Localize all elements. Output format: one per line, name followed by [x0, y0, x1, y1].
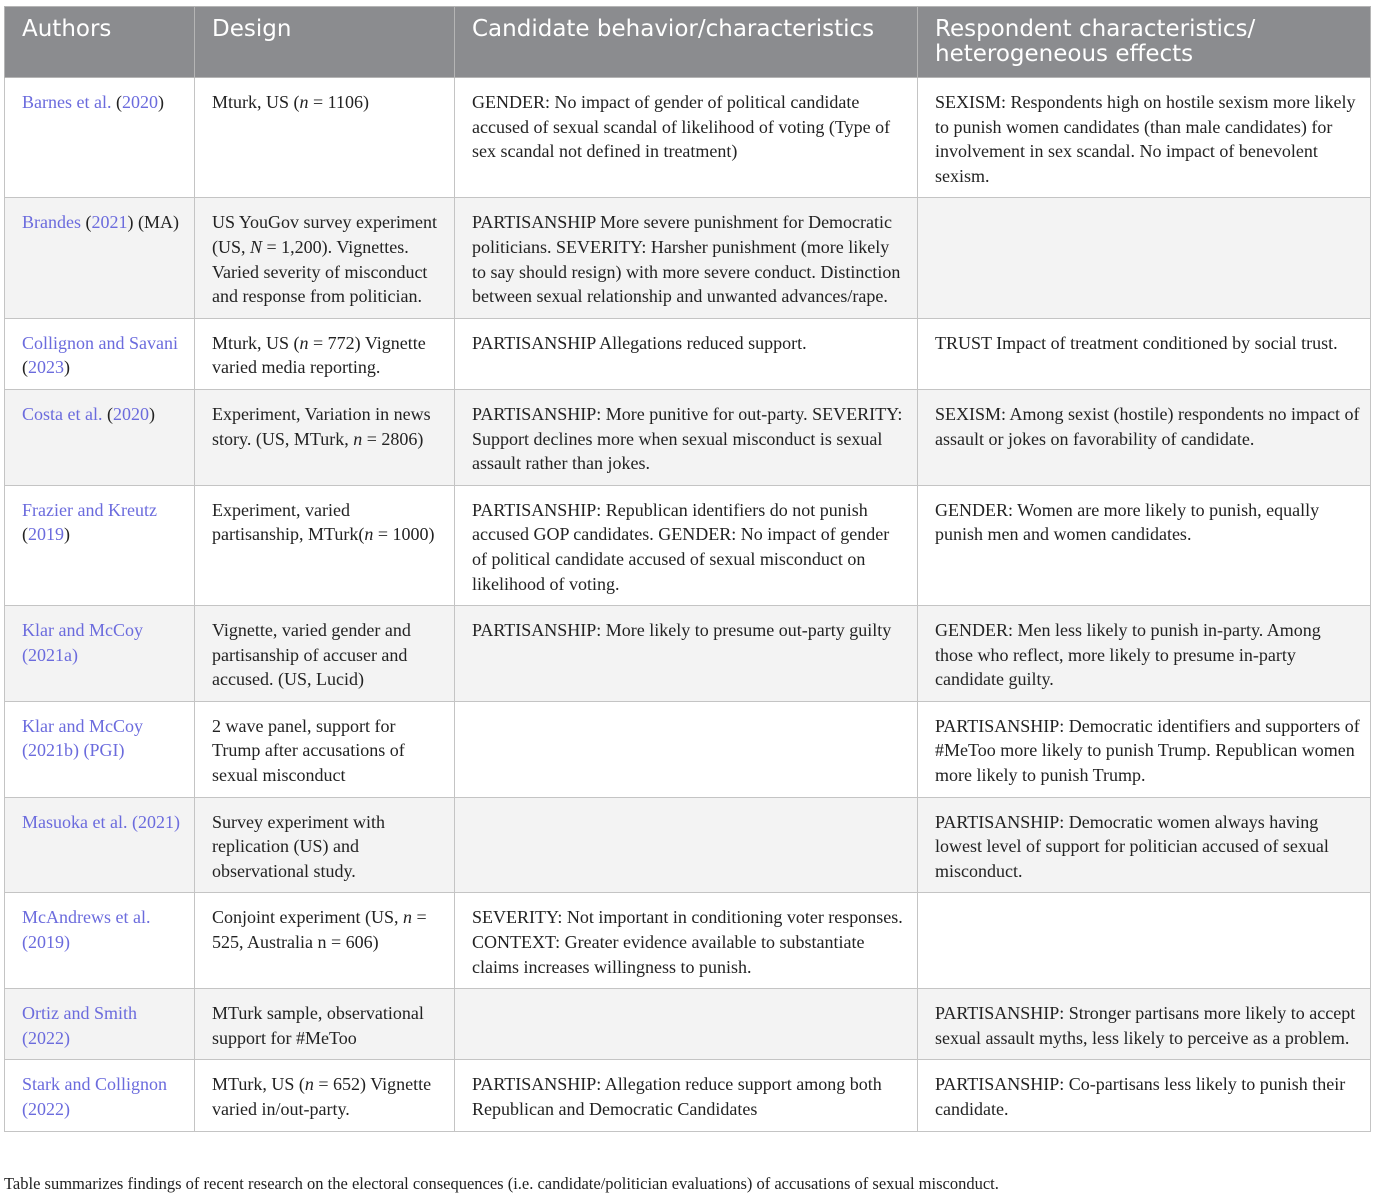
design-text: MTurk sample, observational support for #MeToo [212, 1003, 424, 1048]
design-cell [195, 485, 455, 605]
table-row [5, 893, 1371, 989]
author-paren: ( [102, 403, 113, 424]
table-row [5, 198, 1371, 318]
design-text: Mturk, US ( [212, 92, 300, 112]
author-suffix: ) [64, 524, 70, 545]
candidate-cell: PARTISANSHIP: More punitive for out-party. SEVERITY: Support declines more when sexual misconduct is sexual assault rather than jokes. [455, 389, 918, 485]
design-text: MTurk, US ( [212, 1074, 305, 1095]
author-paren: ( [22, 357, 28, 378]
design-cell [195, 797, 455, 893]
table-row [5, 485, 1371, 605]
design-text-end: = 525, Australia n = 606) [212, 907, 427, 953]
table-footnote: Table summarizes findings of recent research on the electoral consequences (i.e. candidate/politician evaluations) of accusations of sexual misconduct. [4, 1174, 999, 1193]
table-row [5, 989, 1371, 1060]
design-cell [195, 389, 455, 485]
author-suffix: ) (MA) [127, 212, 179, 233]
respondent-cell: GENDER: Men less likely to punish in-party. Among those who reflect, more likely to presume in-party candidate guilty. [918, 606, 1371, 702]
design-text-end: = 652) Vignette varied in/out-party. [212, 1074, 432, 1119]
author-year-link[interactable]: 2023 [28, 357, 64, 378]
table-row [5, 797, 1371, 893]
table-row [5, 701, 1371, 797]
author-link[interactable]: Barnes et al. [22, 92, 112, 112]
design-cell [195, 606, 455, 702]
design-text: US YouGov survey experiment (US, [212, 212, 437, 257]
table-row [5, 389, 1371, 485]
author-cell [5, 606, 195, 702]
respondent-cell: SEXISM: Respondents high on hostile sexism more likely to punish women candidates (than male candidates) for involvement in sex scandal. No impact of benevolent sexism. [918, 78, 1371, 198]
design-cell [195, 1060, 455, 1131]
design-cell [195, 198, 455, 318]
author-paren: ( [80, 212, 92, 233]
author-cell [5, 1060, 195, 1131]
author-link[interactable]: McAndrews et al. [22, 907, 151, 928]
respondent-cell: TRUST Impact of treatment conditioned by social trust. [918, 318, 1371, 389]
design-italic: n [299, 332, 309, 353]
author-link[interactable]: Masuoka et al. [22, 811, 128, 832]
candidate-cell: PARTISANSHIP: More likely to presume out-party guilty [455, 606, 918, 702]
candidate-cell: PARTISANSHIP Allegations reduced support. [455, 318, 918, 389]
author-cell [5, 318, 195, 389]
design-italic: n [304, 1074, 314, 1095]
author-year-link[interactable]: 2020 [112, 403, 149, 424]
design-text-end: = 1000) [373, 524, 435, 545]
author-link[interactable]: Klar and McCoy [22, 715, 143, 736]
design-text: Experiment, Variation in news story. (US, MTurk, [212, 403, 431, 449]
design-italic: n [402, 907, 412, 928]
author-cell [5, 389, 195, 485]
header-authors: Authors [5, 7, 195, 78]
design-italic: n [299, 92, 309, 112]
design-text: Conjoint experiment (US, [212, 907, 403, 928]
respondent-cell: PARTISANSHIP: Stronger partisans more likely to accept sexual assault myths, less likely to perceive as a problem. [918, 989, 1371, 1060]
respondent-cell: PARTISANSHIP: Democratic identifiers and supporters of #MeToo more likely to punish Trump. Republican women more likely to punish Trump. [918, 701, 1371, 797]
candidate-cell: SEVERITY: Not important in conditioning voter responses. CONTEXT: Greater evidence available to substantiate claims increases willingness to punish. [455, 893, 918, 989]
candidate-cell [455, 701, 918, 797]
author-paren: ( [111, 92, 122, 112]
author-link[interactable]: Frazier and Kreutz [22, 499, 157, 520]
design-text-end: = 1,200). Vignettes. Varied severity of misconduct and response from politician. [212, 236, 428, 307]
findings-table [4, 6, 1371, 1132]
table-row [5, 78, 1371, 198]
candidate-cell: PARTISANSHIP More severe punishment for Democratic politicians. SEVERITY: Harsher punishment (more likely to say should resign) with more severe conduct. Distinction between sexual relationship and unwanted advances/rape. [455, 198, 918, 318]
respondent-cell: GENDER: Women are more likely to punish, equally punish men and women candidates. [918, 485, 1371, 605]
author-cell [5, 989, 195, 1060]
author-link[interactable]: Klar and McCoy (2021a) [22, 620, 143, 665]
design-cell [195, 989, 455, 1060]
author-paren: ( [22, 524, 28, 545]
author-paren: (2019) [22, 932, 70, 953]
author-suffix: ) [157, 92, 164, 112]
candidate-cell [455, 989, 918, 1060]
author-cell [5, 893, 195, 989]
author-link[interactable]: Stark and Collignon [22, 1074, 167, 1095]
design-italic: N [250, 236, 263, 257]
author-suffix: ) [64, 357, 70, 378]
author-year-link[interactable]: 2020 [121, 92, 158, 112]
author-paren: (2022) [22, 1027, 70, 1048]
table-row [5, 1060, 1371, 1131]
author-paren: (2021b) (PGI) [22, 740, 125, 761]
design-text-end: = 2806) [362, 428, 424, 449]
author-paren: (2022) [22, 1099, 70, 1119]
author-cell [5, 198, 195, 318]
design-text-end: = 1106) [308, 92, 369, 112]
author-link[interactable]: Costa et al. [22, 403, 103, 424]
header-design: Design [195, 7, 455, 78]
design-cell [195, 78, 455, 198]
design-text-end: = 772) Vignette varied media reporting. [212, 332, 426, 378]
design-text: Vignette, varied gender and partisanship of accuser and accused. (US, Lucid) [212, 620, 411, 690]
header-respondent-line1: Respondent characteristics/ [935, 16, 1256, 42]
author-cell [5, 701, 195, 797]
header-respondent [918, 7, 1371, 78]
design-italic: n [364, 524, 374, 545]
candidate-cell: GENDER: No impact of gender of political candidate accused of sexual scandal of likelihood of voting (Type of sex scandal not defined in treatment) [455, 78, 918, 198]
author-link[interactable]: Brandes [22, 212, 81, 233]
author-cell [5, 797, 195, 893]
author-link[interactable]: Ortiz and Smith [22, 1003, 137, 1024]
header-row [5, 7, 1371, 78]
candidate-cell: PARTISANSHIP: Republican identifiers do not punish accused GOP candidates. GENDER: No impact of gender of political candidate accused of sexual misconduct on likelihood of voting. [455, 485, 918, 605]
candidate-cell: PARTISANSHIP: Allegation reduce support among both Republican and Democratic Candidates [455, 1060, 918, 1131]
author-year-link[interactable]: 2019 [28, 524, 64, 545]
design-cell [195, 701, 455, 797]
table-header [5, 7, 1371, 78]
author-suffix: ) [148, 403, 155, 424]
design-text: Mturk, US ( [212, 332, 300, 353]
header-respondent-line2: heterogeneous effects [935, 41, 1194, 67]
author-paren: (2021) [127, 811, 180, 832]
design-italic: n [353, 428, 363, 449]
header-candidate: Candidate behavior/characteristics [455, 7, 918, 78]
respondent-cell [918, 893, 1371, 989]
author-cell [5, 485, 195, 605]
design-cell [195, 318, 455, 389]
design-text: Survey experiment with replication (US) and observational study. [212, 811, 385, 881]
design-text: 2 wave panel, support for Trump after accusations of sexual misconduct [212, 715, 405, 786]
author-year-link[interactable]: 2021 [91, 212, 128, 233]
candidate-cell [455, 797, 918, 893]
respondent-cell: PARTISANSHIP: Co-partisans less likely to punish their candidate. [918, 1060, 1371, 1131]
respondent-cell: PARTISANSHIP: Democratic women always having lowest level of support for politician accused of sexual misconduct. [918, 797, 1371, 893]
author-link[interactable]: Collignon and Savani [22, 332, 178, 353]
table-body [5, 78, 1371, 1132]
respondent-cell: SEXISM: Among sexist (hostile) respondents no impact of assault or jokes on favorability of candidate. [918, 389, 1371, 485]
table-row [5, 606, 1371, 702]
table-row [5, 318, 1371, 389]
design-text: Experiment, varied partisanship, MTurk( [212, 499, 365, 545]
author-cell [5, 78, 195, 198]
respondent-cell [918, 198, 1371, 318]
design-cell [195, 893, 455, 989]
